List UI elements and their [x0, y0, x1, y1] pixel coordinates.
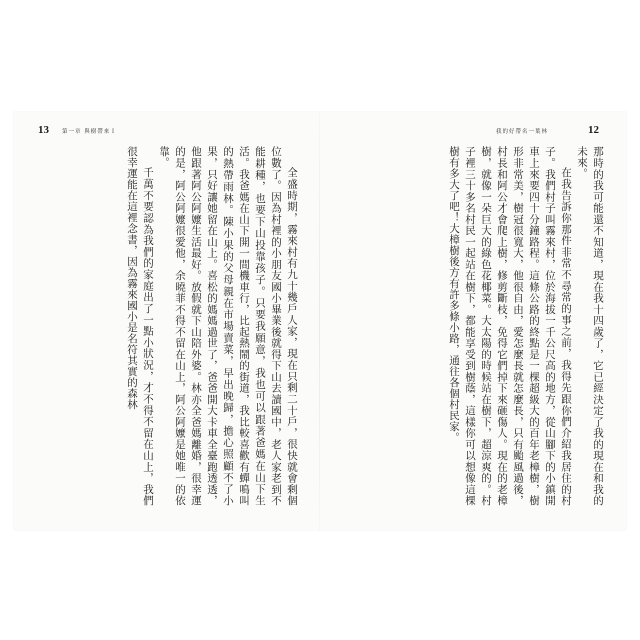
right-paragraph-2: 在我告訴你那件非常不尋常的事之前，我得先跟你們介紹我居住的村子。我們村子叫霧來村，位於海拔一千公尺高的地方，從山腳下的小鎮開車上來要四十分鐘路程。這條公路的終點是一棵超級大的百年老樟樹，樹形非常美，樹冠很寬大，他很自由，愛怎麼長就怎麼長，只有颱風過後，村長和阿公才會爬上樹，修剪斷枝，免得它們掉下來砸傷人。現在的老樟樹，就像一朵巨大的綠色花椰菜。大太陽的時候站在樹下，超涼爽的。村子裡三十多名村民一起站在樹下，都能享受到樹蔭，這樣你可以想像這棵樹有多大了吧！大樟樹後方有許多條小路，通往各個村民家。 [448, 146, 572, 506]
right-running-header: 我的好帶名一葉林 [496, 129, 549, 135]
left-page-body [58, 146, 300, 506]
right-page-number: 12 [588, 124, 599, 136]
right-paragraph-1: 那時的我可能還不知道，現在我十四歲了，它已經決定了我的現在和我的未來。 [576, 146, 604, 506]
left-paragraph-1: 全盛時期，霧來村有九十幾戶人家，現在只剩二十戶，很快就會剩個位數了。因為村裡的小朋友國小畢業後就得下山去讀國中，老人家老到不能耕種，也要下山投靠孩子。只要我願意，我也可以跟著爸媽在山下生活。我爸媽在山下開一間機車行，比起熱鬧的街道，我比較喜歡有蟬鳴叫的熱帶雨林。陳小果的父母親在市場賣菜，早出晚歸，擔心照顧不了小果，只好讓她留在山上。喜松的媽媽過世了，爸爸開大卡車全臺跑透透，他跟著阿公阿嬤生活最好。放假就下山陪外婆。林亦全爸媽離婚，很幸運的是，阿公阿嬤很愛他，余曉菲不得不留在山上，阿公阿嬤是她唯一的依靠。 [158, 146, 298, 506]
page-gutter [319, 112, 320, 530]
right-page-body [362, 146, 606, 506]
left-page-number: 13 [38, 124, 49, 136]
left-paragraph-2: 千萬不要認為我們的家庭出了一點小狀況，才不得不留在山上，我們很幸運能在這裡念書，因為霧來國小是名符其實的森林 [126, 146, 154, 506]
left-running-header: 第一章 與樹帶來Ｉ [62, 129, 117, 135]
